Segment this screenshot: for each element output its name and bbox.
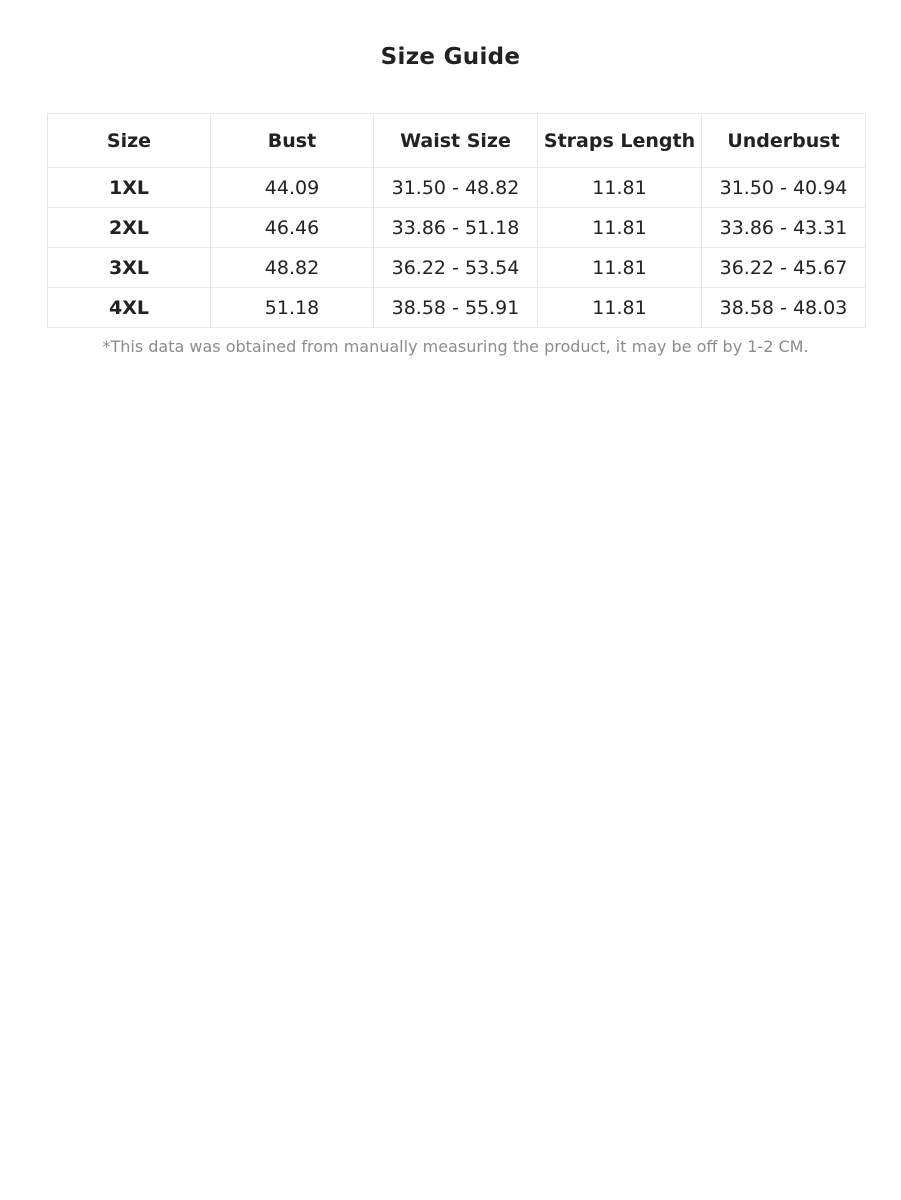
cell-straps-length: 11.81 <box>538 168 702 208</box>
measurement-note: *This data was obtained from manually measuring the product, it may be off by 1-2 CM. <box>102 337 809 356</box>
table-row <box>48 248 866 288</box>
cell-waist-size: 31.50 - 48.82 <box>374 168 538 208</box>
column-header-straps-length: Straps Length <box>538 114 702 168</box>
cell-straps-length: 11.81 <box>538 288 702 328</box>
cell-waist-size: 38.58 - 55.91 <box>374 288 538 328</box>
cell-underbust: 31.50 - 40.94 <box>702 168 866 208</box>
page-title: Size Guide <box>380 44 521 70</box>
cell-size: 1XL <box>48 168 211 208</box>
cell-bust: 46.46 <box>211 208 374 248</box>
cell-bust: 51.18 <box>211 288 374 328</box>
cell-waist-size: 36.22 - 53.54 <box>374 248 538 288</box>
cell-bust: 44.09 <box>211 168 374 208</box>
cell-underbust: 38.58 - 48.03 <box>702 288 866 328</box>
cell-size: 3XL <box>48 248 211 288</box>
cell-straps-length: 11.81 <box>538 208 702 248</box>
cell-size: 2XL <box>48 208 211 248</box>
column-header-waist-size: Waist Size <box>374 114 538 168</box>
table-header-row <box>48 114 866 168</box>
cell-underbust: 36.22 - 45.67 <box>702 248 866 288</box>
size-table <box>47 113 866 328</box>
cell-waist-size: 33.86 - 51.18 <box>374 208 538 248</box>
cell-underbust: 33.86 - 43.31 <box>702 208 866 248</box>
column-header-bust: Bust <box>211 114 374 168</box>
cell-bust: 48.82 <box>211 248 374 288</box>
table-row <box>48 168 866 208</box>
column-header-underbust: Underbust <box>702 114 866 168</box>
table-row <box>48 208 866 248</box>
cell-straps-length: 11.81 <box>538 248 702 288</box>
cell-size: 4XL <box>48 288 211 328</box>
table-row <box>48 288 866 328</box>
column-header-size: Size <box>48 114 211 168</box>
